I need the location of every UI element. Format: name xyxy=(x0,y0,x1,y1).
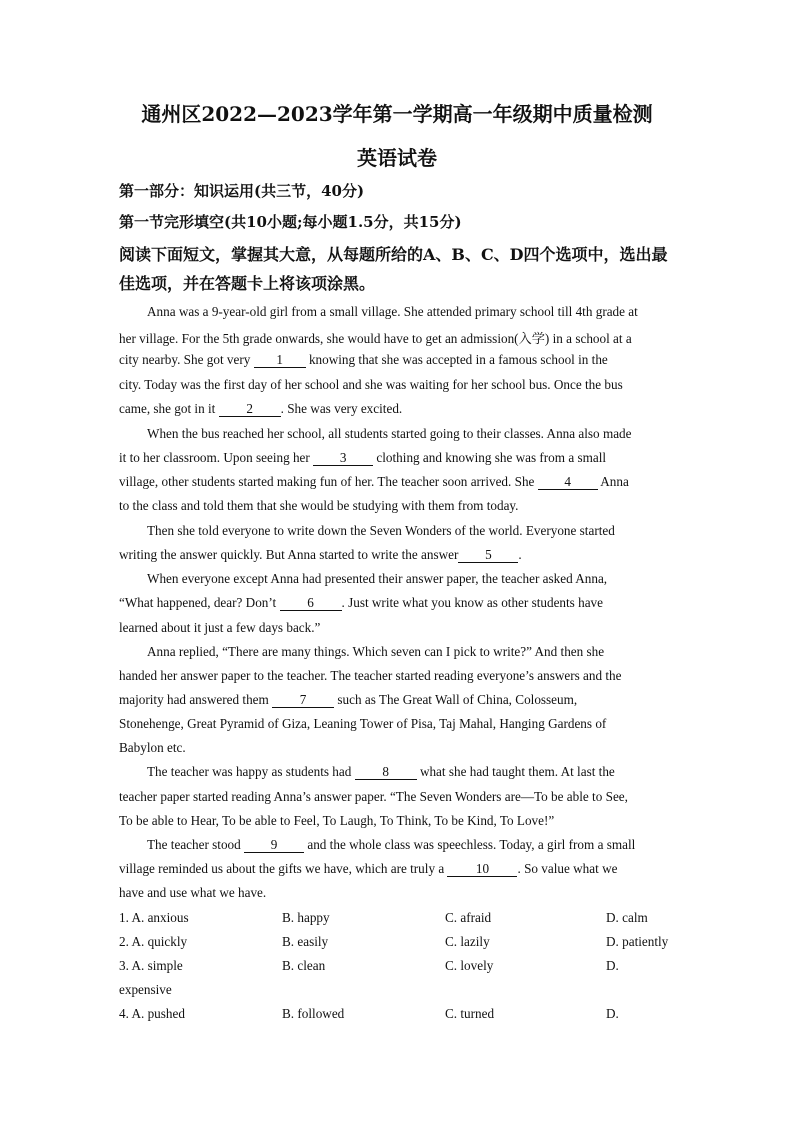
instruction-text: 阅读下面短文，掌握其大意，从每题所给的A、B、C、D四个选项中，选出最佳选项，并在答题卡上将该项涂黑。 xyxy=(119,245,668,293)
passage-line: When everyone except Anna had presented their answer paper, the teacher asked Anna, xyxy=(147,571,608,586)
option-b[interactable]: B. clean xyxy=(282,958,326,973)
passage-line: When the bus reached her school, all students started going to their classes. Anna also made xyxy=(147,426,632,441)
part-heading: 第一部分：知识运用(共三节，40分) xyxy=(119,182,365,200)
blank-2: 2 xyxy=(219,402,281,417)
passage-line: To be able to Hear, To be able to Feel, To Laugh, To Think, To be Kind, To Love!” xyxy=(119,813,555,828)
passage-line: village reminded us about the gifts we have, which are truly a 10 . So value what we xyxy=(119,861,618,876)
passage-line: it to her classroom. Upon seeing her 3 clothing and knowing she was from a small xyxy=(119,450,607,465)
passage-line: learned about it just a few days back.” xyxy=(119,620,321,635)
passage-line: city. Today was the first day of her school and she was waiting for her school bus. Once the bus xyxy=(119,377,623,392)
passage-line: Stonehenge, Great Pyramid of Giza, Leaning Tower of Pisa, Taj Mahal, Hanging Gardens of xyxy=(119,716,607,731)
blank-7: 7 xyxy=(272,693,334,708)
passage-line: teacher paper started reading Anna’s answer paper. “The Seven Wonders are—To be able to See, xyxy=(119,789,628,804)
option-a[interactable]: 2. A. quickly xyxy=(119,934,188,949)
option-d[interactable]: D. patiently xyxy=(606,934,669,949)
passage-line: Anna replied, “There are many things. Which seven can I pick to write?” And then she xyxy=(147,644,605,659)
option-b[interactable]: B. followed xyxy=(282,1006,345,1021)
exam-title: 通州区2022—2023学年第一学期高一年级期中质量检测 xyxy=(141,102,653,126)
passage-line: Then she told everyone to write down the Seven Wonders of the world. Everyone started xyxy=(147,523,615,538)
option-d-continued: expensive xyxy=(119,982,172,997)
option-d[interactable]: D. xyxy=(606,958,619,973)
exam-subtitle: 英语试卷 xyxy=(357,146,437,170)
passage-line: handed her answer paper to the teacher. The teacher started reading everyone’s answers and the xyxy=(119,668,622,683)
option-d[interactable]: D. calm xyxy=(606,910,648,925)
option-b[interactable]: B. easily xyxy=(282,934,329,949)
passage-line: majority had answered them 7 such as The Great Wall of China, Colosseum, xyxy=(119,692,578,707)
blank-8: 8 xyxy=(355,765,417,780)
option-c[interactable]: C. lazily xyxy=(445,934,490,949)
option-a[interactable]: 1. A. anxious xyxy=(119,910,189,925)
option-b[interactable]: B. happy xyxy=(282,910,330,925)
passage-line: writing the answer quickly. But Anna started to write the answer 5 . xyxy=(119,547,522,562)
passage-line: The teacher was happy as students had 8 what she had taught them. At last the xyxy=(147,764,615,779)
option-d[interactable]: D. xyxy=(606,1006,619,1021)
subsection-heading: 第一节完形填空(共10小题;每小题1.5分，共15分) xyxy=(119,213,462,231)
blank-5: 5 xyxy=(458,548,518,563)
blank-10: 10 xyxy=(447,862,517,877)
passage-line: The teacher stood 9 and the whole class was speechless. Today, a girl from a small xyxy=(147,837,636,852)
option-c[interactable]: C. afraid xyxy=(445,910,492,925)
passage-line: city nearby. She got very 1 knowing that she was accepted in a famous school in the xyxy=(119,352,608,367)
passage-line: her village. For the 5th grade onwards, she would have to get an admission(入学) in a school at a xyxy=(119,331,632,346)
blank-3: 3 xyxy=(313,451,373,466)
passage-line: came, she got in it 2 . She was very excited. xyxy=(119,401,403,416)
blank-1: 1 xyxy=(254,353,306,368)
passage-line: Babylon etc. xyxy=(119,740,186,755)
option-a[interactable]: 3. A. simple xyxy=(119,958,183,973)
option-a[interactable]: 4. A. pushed xyxy=(119,1006,185,1021)
passage-line: village, other students started making fun of her. The teacher soon arrived. She 4 Anna xyxy=(119,474,629,489)
blank-6: 6 xyxy=(280,596,342,611)
passage-line: Anna was a 9-year-old girl from a small village. She attended primary school till 4th grade at xyxy=(147,304,638,319)
option-c[interactable]: C. lovely xyxy=(445,958,494,973)
passage-line: to the class and told them that she would be studying with them from today. xyxy=(119,498,519,513)
blank-4: 4 xyxy=(538,475,598,490)
option-c[interactable]: C. turned xyxy=(445,1006,495,1021)
passage-line: “What happened, dear? Don’t 6 . Just write what you know as other students have xyxy=(119,595,604,610)
passage-line: have and use what we have. xyxy=(119,885,267,900)
blank-9: 9 xyxy=(244,838,304,853)
